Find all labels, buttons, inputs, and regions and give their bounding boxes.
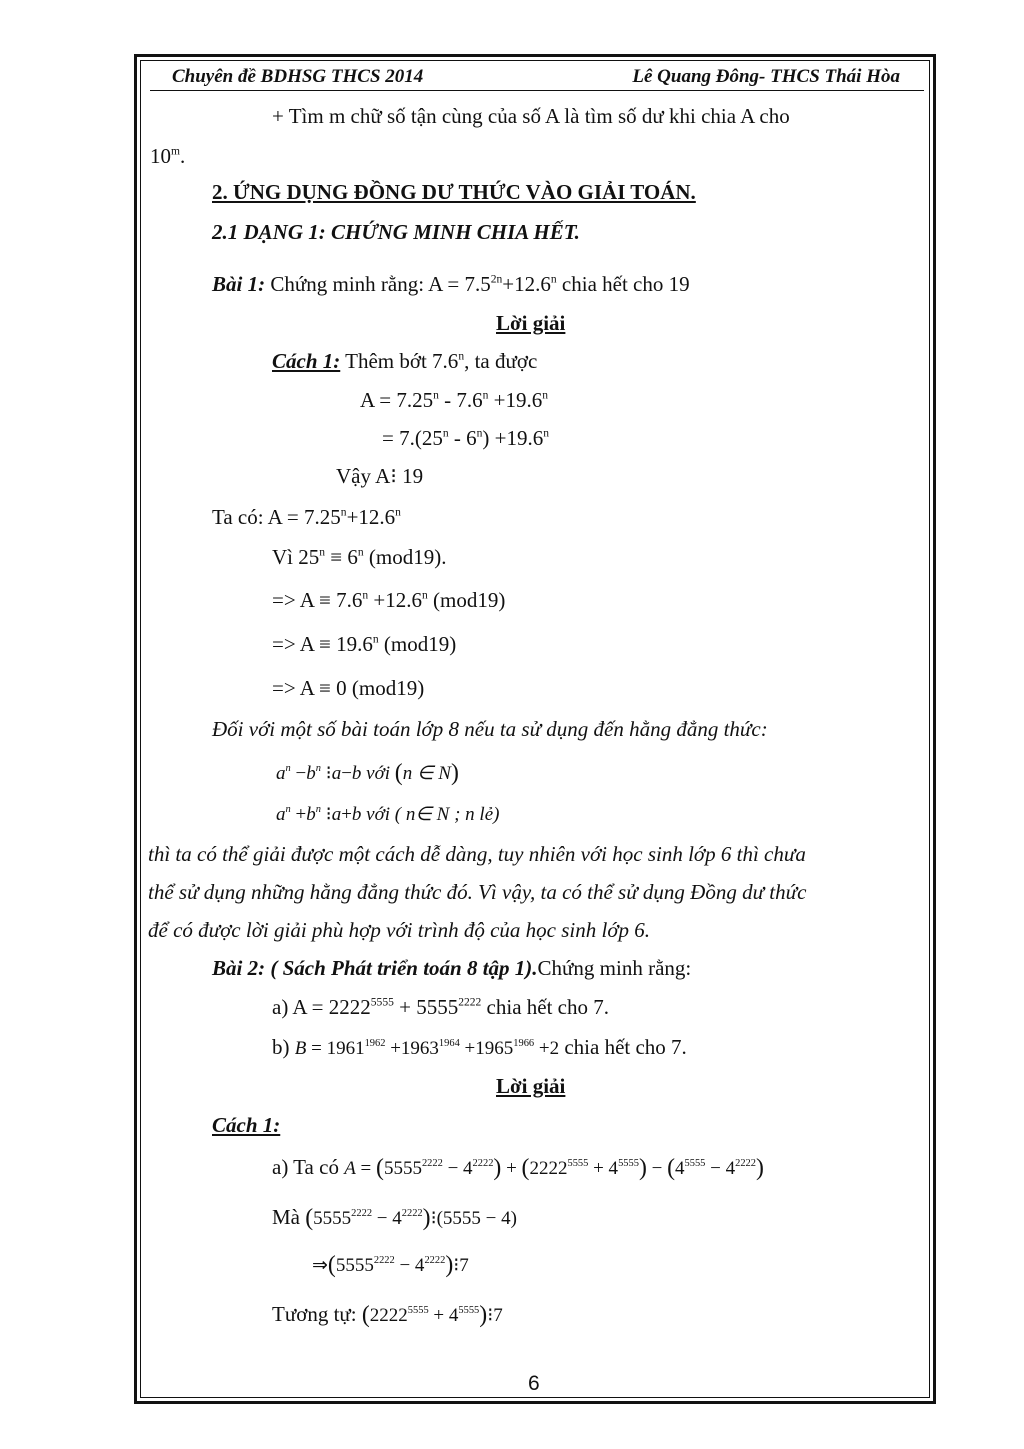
note-para-1: thì ta có thể giải được một cách dễ dàng, tuy nhiên với học sinh lớp 6 thì chưa (148, 842, 806, 866)
intro-line-1: + Tìm m chữ số tận cùng của số A là tìm số dư khi chia A cho (272, 104, 790, 128)
cach1-eq2: = $7.(25^n - 6^n) +19.6^n$ (382, 426, 550, 450)
cach1-eq1: $A = 7.25^n - 7.6^n +19.6^n$ (360, 388, 549, 412)
implies-line-1: => $A \equiv 7.6^n +12.6^n$ (mod19) (272, 588, 506, 612)
bai2-part-a: a) $A = 2222^{5555} + 5555^{2222}$ chia hết cho 7. (272, 995, 609, 1019)
cach1b-label: Cách 1: (212, 1113, 281, 1137)
section-subtitle: 2.1 DẠNG 1: CHỨNG MINH CHIA HẾT. (212, 220, 580, 244)
note-para-3: để có được lời giải phù hợp với trình độ của học sinh lớp 6. (148, 918, 651, 942)
implies-line-2: => $A \equiv 19.6^n$ (mod19) (272, 632, 457, 656)
intro-line-2: 10$^m$. (150, 144, 186, 168)
ta-co-line: Ta có: $A = 7.25^n+12.6^n$ (212, 505, 401, 529)
cach1b-tuong-tu-line: Tương tự: ($2222^{5555}$ + $4^{5555})⁝7$ (272, 1302, 503, 1329)
page-number: 6 (528, 1372, 540, 1395)
loi-giai-heading-1: Lời giải (496, 311, 566, 335)
loi-giai-heading-2: Lời giải (496, 1074, 566, 1098)
bai2-statement: Bài 2: ( Sách Phát triển toán 8 tập 1).Chứng minh rằng: (212, 956, 692, 980)
header-right: Lê Quang Đông- THCS Thái Hòa (632, 66, 900, 87)
cach1b-ma-line: Mà ($5555^{2222}$ − $4^{2222})⁝(5555 - 4)$ (272, 1205, 517, 1232)
implies-line-3: => A ≡ 0 (mod19) (272, 676, 425, 700)
identity-1: $a^n -b^n$ ⁝a−b với (n ∈ N) (276, 760, 459, 786)
identity-2: $a^n +b^n$ ⁝a+b với ( n∈ N ; n lẻ) (276, 804, 500, 825)
bai2-part-b: b) $B = 1961^{1962} +1963^{1964} +1965^{1966} +2$ chia hết cho 7. (272, 1035, 687, 1059)
cach1-line: Cách 1: Thêm bớt 7.6$^n$, ta được (272, 349, 538, 373)
bai1-statement: Bài 1: Chứng minh rằng: $A = 7.5^{2n}+12.6^n$ chia hết cho 19 (212, 272, 690, 296)
cach1b-implies-line: $\Rightarrow(5555^{2222}$ − $4^{2222})⁝7$ (312, 1252, 469, 1279)
note-line-1: Đối với một số bài toán lớp 8 nếu ta sử dụng đến hằng đẳng thức: (212, 717, 768, 741)
note-para-2: thể sử dụng những hằng đẳng thức đó. Vì vậy, ta có thể sử dụng Đồng dư thức (148, 880, 807, 904)
cach1b-ta-co-line: a) Ta có $A = (5555^{2222} - 4^{2222}) + (2222^{5555} + 4^{5555}) - (4^{5555} - 4^{2222})$ (272, 1155, 764, 1182)
header-divider (150, 90, 924, 91)
section-title: 2. ỨNG DỤNG ĐỒNG DƯ THỨC VÀO GIẢI TOÁN. (212, 180, 696, 204)
vi-line: Vì $25^n \equiv 6^n$ (mod19). (272, 545, 447, 569)
cach1-conclusion: Vậy A⁝ 19 (336, 464, 424, 488)
header-left: Chuyên đề BDHSG THCS 2014 (172, 66, 424, 87)
